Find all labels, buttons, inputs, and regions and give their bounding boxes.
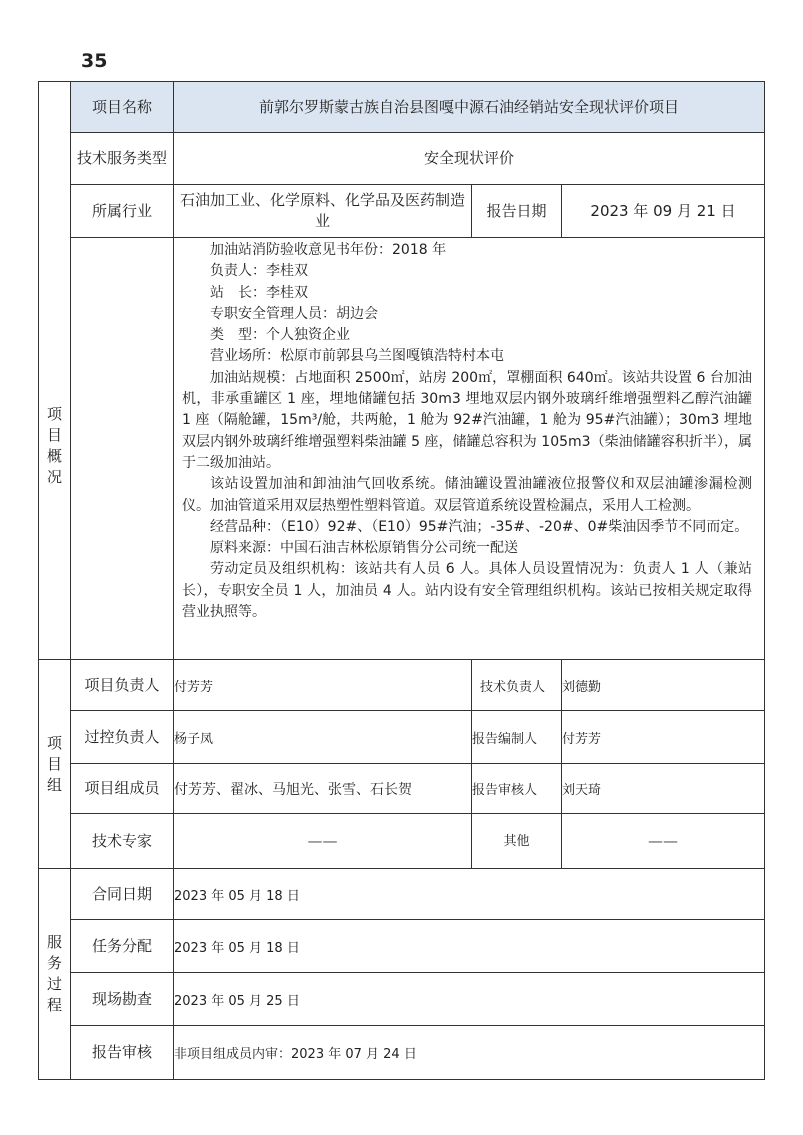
team-section-label xyxy=(39,660,71,869)
report-date: 2023 年 09 月 21 日 xyxy=(562,185,765,238)
industry-label: 所属行业 xyxy=(71,185,174,238)
team-section-chars: 项 目 组 xyxy=(46,733,62,794)
report-review: 非项目组成员内审：2023 年 07 月 24 日 xyxy=(174,1026,765,1080)
industry: 石油加工业、化学原料、化学品及医药制造业 xyxy=(174,185,472,238)
contract-date: 2023 年 05 月 18 日 xyxy=(174,869,765,920)
site-survey-date: 2023 年 05 月 25 日 xyxy=(174,973,765,1026)
process-control-label: 过控负责人 xyxy=(71,711,174,764)
page-number: 35 xyxy=(81,50,108,72)
tech-lead: 刘德勤 xyxy=(562,660,765,711)
report-reviewer: 刘天琦 xyxy=(562,764,765,814)
report-author: 付芳芳 xyxy=(562,711,765,764)
process-section-chars: 服 务 过 程 xyxy=(46,933,62,1014)
report-author-label: 报告编制人 xyxy=(472,711,562,764)
report-date-label: 报告日期 xyxy=(472,185,562,238)
contract-date-label: 合同日期 xyxy=(71,869,174,920)
task-assign-date: 2023 年 05 月 18 日 xyxy=(174,920,765,973)
project-leader-label: 项目负责人 xyxy=(71,660,174,711)
site-survey-label: 现场勘查 xyxy=(71,973,174,1026)
service-type-label: 技术服务类型 xyxy=(71,133,174,185)
tech-expert-label: 技术专家 xyxy=(71,814,174,869)
overview-section-label xyxy=(39,82,71,660)
other: —— xyxy=(562,814,765,869)
process-section-label xyxy=(39,869,71,1080)
report-review-label: 报告审核 xyxy=(71,1026,174,1080)
overview-section-chars: 项 目 概 况 xyxy=(46,404,62,486)
overview-label-cell xyxy=(71,238,174,660)
overview-text: 加油站消防验收意见书年份：2018 年 负责人：李桂双 站 长：李桂双 专职安全管理人员：胡边会 类 型：个人独资企业 营业场所：松原市前郭县乌兰图嘎镇浩特村本屯 加油站规模：占地面积 2500㎡，站房 200㎡，罩棚面积 640㎡。该站共设置 6 台加油机，非承重罐区 1 座，埋地储罐包括 30m3 埋地双层内钢外玻璃纤维增强塑料乙醇汽油罐 1 座（隔舱罐，15m³/舱，共两舱，1 舱为 92#汽油罐，1 舱为 95#汽油罐）；30m3 埋地双层内钢外玻璃纤维增强塑料柴油罐 5 座，储罐总容积为 105m3（柴油储罐容积折半），属于二级加油站。 该站设置加油和卸油油气回收系统。储油罐设置油罐液位报警仪和双层油罐渗漏检测仪。加油管道采用双层热塑性塑料管道。双层管道系统设置检漏点，采用人工检测。 经营品种：（E10）92#、（E10）95#汽油；-35#、-20#、0#柴油因季节不同而定。 原料来源：中国石油吉林松原销售分公司统一配送 劳动定员及组织机构：该站共有人员 6 人。具体人员设置情况为：负责人 1 人（兼站长），专职安全员 1 人，加油员 4 人。站内设有安全管理组织机构。该站已按相关规定取得营业执照等。 xyxy=(174,238,765,660)
project-name: 前郭尔罗斯蒙古族自治县图嘎中源石油经销站安全现状评价项目 xyxy=(174,82,765,133)
team-members: 付芳芳、翟冰、马旭光、张雪、石长贺 xyxy=(174,764,472,814)
tech-lead-label: 技术负责人 xyxy=(472,660,562,711)
other-label: 其他 xyxy=(472,814,562,869)
task-assign-label: 任务分配 xyxy=(71,920,174,973)
report-reviewer-label: 报告审核人 xyxy=(472,764,562,814)
process-control: 杨子凤 xyxy=(174,711,472,764)
project-leader: 付芳芳 xyxy=(174,660,472,711)
project-info-table xyxy=(38,81,765,1080)
team-members-label: 项目组成员 xyxy=(71,764,174,814)
service-type: 安全现状评价 xyxy=(174,133,765,185)
project-name-label: 项目名称 xyxy=(71,82,174,133)
tech-expert: —— xyxy=(174,814,472,869)
